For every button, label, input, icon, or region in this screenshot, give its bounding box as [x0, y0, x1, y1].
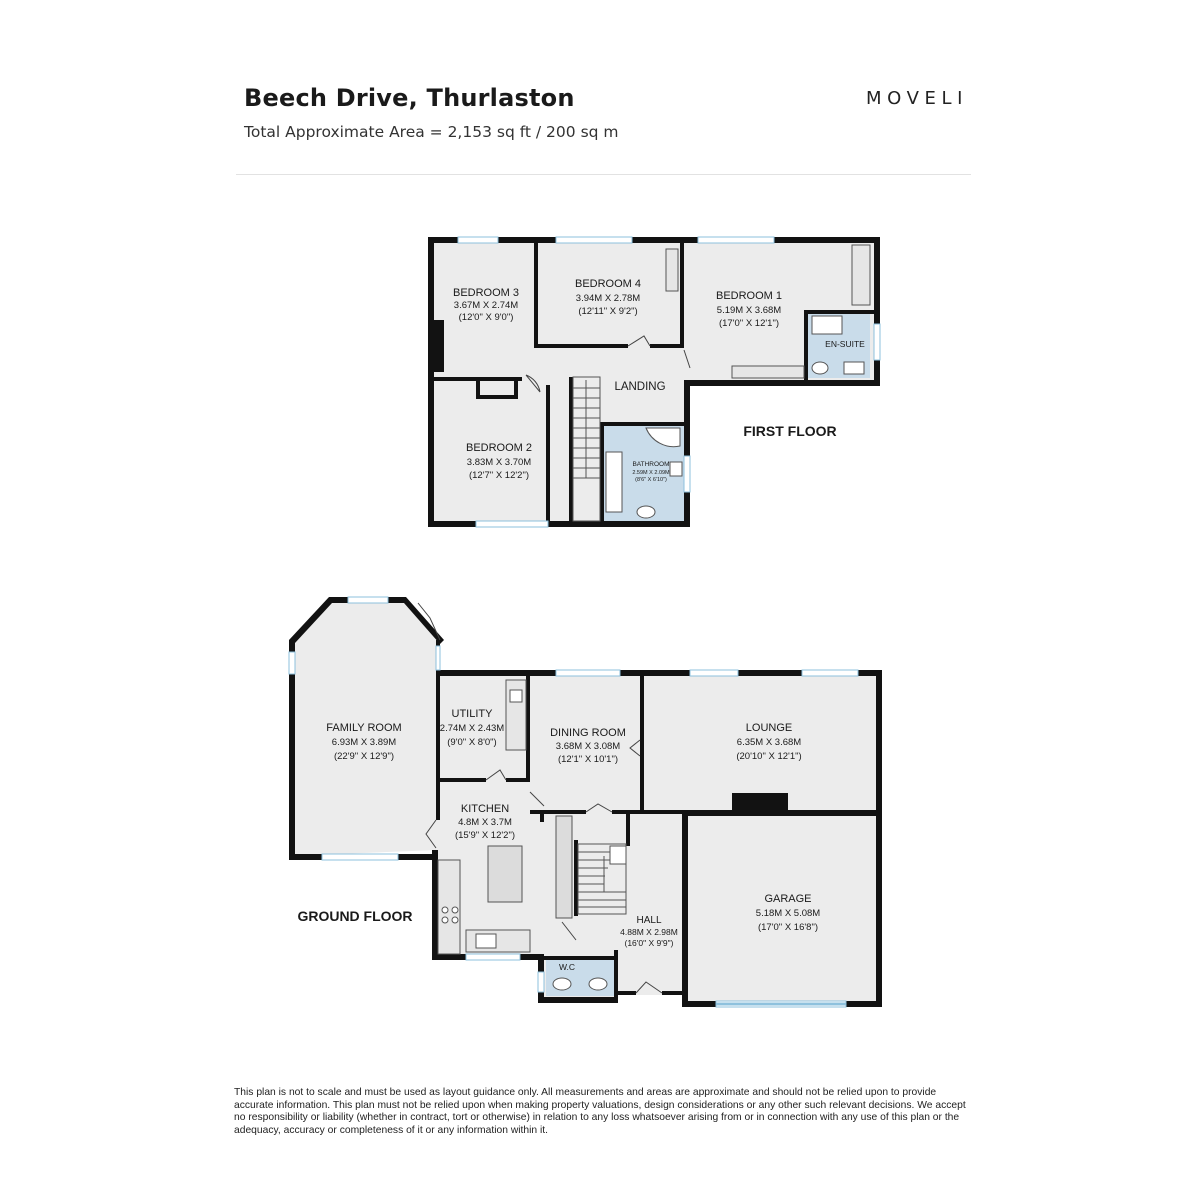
bathroom-metric: 2.59M X 2.09M — [632, 470, 670, 476]
dining-room-name: DINING ROOM — [550, 727, 626, 739]
bedroom1-imperial: (17'0" X 12'1") — [718, 318, 780, 329]
bathroom-name: BATHROOM — [632, 461, 670, 468]
bedroom2-imperial: (12'7" X 12'2") — [468, 470, 530, 481]
garage-imperial: (17'0" X 16'8") — [757, 922, 819, 933]
utility-name: UTILITY — [451, 708, 493, 720]
utility-metric: 2.74M X 2.43M — [439, 723, 505, 734]
bedroom1-metric: 5.19M X 3.68M — [716, 305, 782, 316]
bedroom3-metric: 3.67M X 2.74M — [453, 300, 519, 311]
utility-imperial: (9'0" X 8'0") — [447, 737, 497, 748]
first-floor-label: FIRST FLOOR — [743, 423, 837, 439]
family-room-imperial: (22'9" X 12'9") — [333, 751, 395, 762]
bathroom-imperial: (8'6" X 6'10") — [635, 477, 667, 483]
family-room-name: FAMILY ROOM — [326, 722, 402, 734]
property-title: Beech Drive, Thurlaston — [244, 84, 575, 112]
bedroom4-metric: 3.94M X 2.78M — [575, 293, 641, 304]
garage-name: GARAGE — [764, 893, 812, 905]
kitchen-metric: 4.8M X 3.7M — [458, 817, 512, 828]
family-room-metric: 6.93M X 3.89M — [331, 737, 397, 748]
ground-floor-fill — [293, 600, 878, 1003]
wc-floor — [546, 960, 614, 996]
bedroom4-name: BEDROOM 4 — [574, 278, 642, 290]
hall-imperial: (16'0" X 9'9") — [624, 938, 674, 948]
ground-floor — [289, 597, 882, 1007]
disclaimer-text: This plan is not to scale and must be used as layout guidance only. All measurements and areas are approximate and should not be relied upon to provide accurate information. This plan must not be relied upon when making property valuations, design considerations or any other such relevant decisions. We accept no responsibility or liability (whether in contract, tort or otherwise) in relation to any loss whatsoever arising from or in connection with any use of this plan or the adequacy, accuracy or completeness of it or any information within it. — [234, 1087, 966, 1136]
wc-name: W.C — [558, 962, 576, 972]
kitchen-imperial: (15'9" X 12'2") — [454, 830, 516, 841]
total-area: Total Approximate Area = 2,153 sq ft / 200 sq m — [244, 123, 619, 141]
bedroom3-imperial: (12'0" X 9'0") — [458, 312, 514, 323]
lounge-name: LOUNGE — [745, 722, 793, 734]
bedroom4-imperial: (12'11" X 9'2") — [578, 306, 638, 317]
lounge-imperial: (20'10" X 12'1") — [736, 751, 802, 762]
dining-room-imperial: (12'1" X 10'1") — [557, 754, 619, 765]
bedroom1-name: BEDROOM 1 — [715, 290, 783, 302]
first-floor — [428, 237, 880, 527]
ensuite-name: EN-SUITE — [825, 339, 865, 349]
hall-metric: 4.88M X 2.98M — [620, 927, 678, 937]
garage-metric: 5.18M X 5.08M — [755, 908, 821, 919]
hall-name: HALL — [636, 915, 662, 926]
kitchen-name: KITCHEN — [460, 803, 510, 815]
bedroom3-name: BEDROOM 3 — [452, 287, 520, 299]
ground-floor-label: GROUND FLOOR — [297, 908, 413, 924]
bedroom2-metric: 3.83M X 3.70M — [466, 457, 532, 468]
lounge-metric: 6.35M X 3.68M — [736, 737, 802, 748]
brand-logo: MOVELI — [866, 88, 969, 109]
bedroom2-name: BEDROOM 2 — [465, 442, 533, 454]
dining-room-metric: 3.68M X 3.08M — [555, 741, 621, 752]
landing-name: LANDING — [614, 381, 666, 393]
